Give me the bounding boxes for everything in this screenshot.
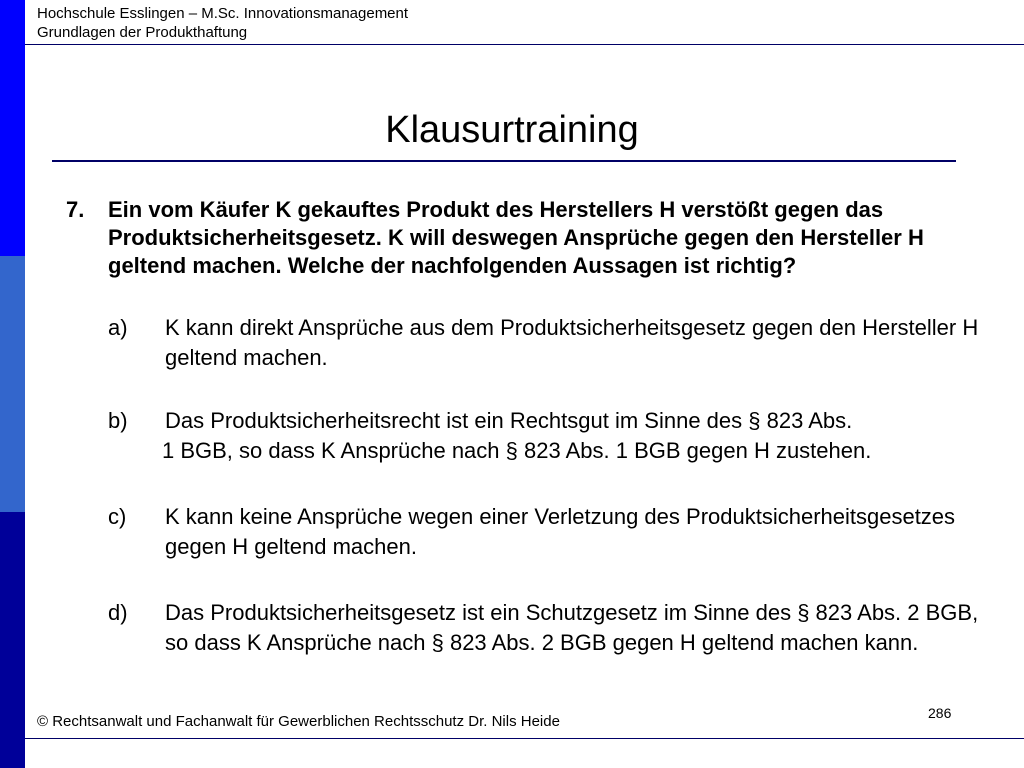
answer-text-line2: 1 BGB, so dass K Ansprüche nach § 823 Abs. 1 BGB gegen H zustehen.: [162, 438, 872, 463]
slide-title: Klausurtraining: [385, 109, 639, 151]
question-text: Ein vom Käufer K gekauftes Produkt des Herstellers H verstößt gegen das Produktsicherheitsgesetz. K will deswegen Ansprüche gegen den Hersteller H geltend machen. Welche der nachfolgenden Aussagen ist richtig?: [108, 197, 924, 278]
title-underline: [52, 160, 956, 162]
side-bar-segment-middle: [0, 256, 25, 512]
answer-letter: a): [108, 315, 128, 340]
answer-text: K kann keine Ansprüche wegen einer Verletzung des Produktsicherheitsgesetzes gegen H geltend machen.: [165, 504, 956, 559]
answer-text-line1: Das Produktsicherheitsrecht ist ein Rechtsgut im Sinne des § 823 Abs.: [165, 408, 853, 433]
answer-letter: d): [108, 600, 128, 625]
answer-letter: c): [108, 504, 127, 529]
header-course: Grundlagen der Produkthaftung: [37, 24, 248, 41]
footer-copyright: © Rechtsanwalt und Fachanwalt für Gewerblichen Rechtsschutz Dr. Nils Heide: [37, 713, 560, 730]
answer-text: K kann direkt Ansprüche aus dem Produktsicherheitsgesetz gegen den Hersteller H geltend machen.: [165, 315, 979, 370]
header-institution: Hochschule Esslingen – M.Sc. Innovationsmanagement: [37, 5, 409, 22]
question-number: 7.: [66, 197, 85, 222]
answer-text: Das Produktsicherheitsgesetz ist ein Schutzgesetz im Sinne des § 823 Abs. 2 BGB, so dass K Ansprüche nach § 823 Abs. 2 BGB gegen H geltend machen kann.: [165, 600, 979, 655]
side-bar-segment-bottom: [0, 512, 25, 768]
page-number: 286: [928, 705, 952, 721]
slide-header: [37, 4, 408, 42]
answer-letter: b): [108, 408, 128, 433]
footer-divider: [25, 738, 1024, 739]
header-divider: [25, 44, 1024, 45]
